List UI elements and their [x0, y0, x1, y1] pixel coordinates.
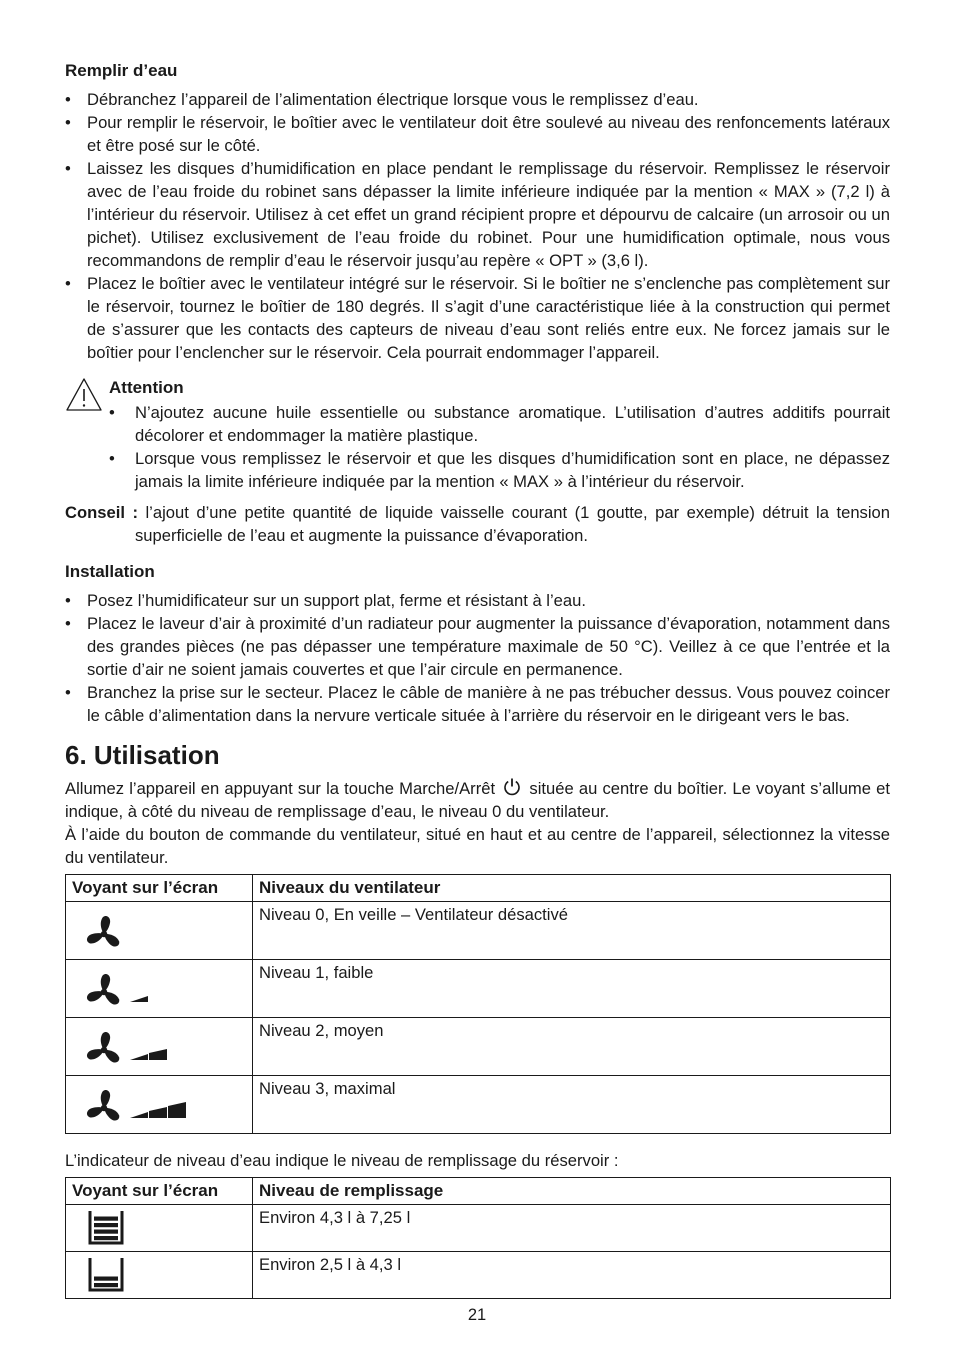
list-item: • Lorsque vous remplissez le réservoir et que les disques d’humidification sont en place, ne dépassez jamais la limite inférieure indiquée par la mention « MAX » à l’intérieur du réservoir.: [109, 447, 890, 493]
water-cell: [66, 1252, 253, 1299]
fan-icon: [72, 902, 202, 958]
water-bar: [94, 1217, 118, 1221]
speed-bar: [130, 996, 148, 1002]
water-level-icon: [72, 1252, 132, 1296]
table-header: Niveau de remplissage: [253, 1178, 891, 1205]
table-cell: Environ 2,5 l à 4,3 l: [253, 1252, 891, 1299]
fan-cell: [66, 960, 253, 1018]
speed-bar: [149, 1107, 167, 1118]
water-cell: [66, 1205, 253, 1252]
heading-utilisation: 6. Utilisation: [65, 740, 220, 770]
table-row: [66, 1205, 891, 1252]
list-item: • Branchez la prise sur le secteur. Placez le câble de manière à ne pas trébucher dessus. Vous pouvez coincer le câble d’alimentation dans la nervure verticale située à l’arrière du réservoir en le dirigeant vers le bas.: [65, 681, 890, 727]
table-cell: Niveau 0, En veille – Ventilateur désactivé: [253, 902, 891, 960]
fan-level-table: [65, 874, 891, 1134]
attention-list: [109, 401, 890, 493]
remplir-list: [65, 88, 890, 364]
fan-icon: [72, 960, 202, 1016]
utilisation-text-a: Allumez l’appareil en appuyant sur la touche Marche/Arrêt: [65, 779, 501, 798]
conseil-text: l’ajout d’une petite quantité de liquide vaisselle courant (1 goutte, par exemple) détruit la tension superficielle de l’eau et augmente la puissance d’évaporation.: [135, 503, 890, 545]
speed-bar: [149, 1049, 167, 1060]
table-row: [66, 960, 891, 1018]
conseil-label: Conseil :: [65, 503, 138, 522]
water-bar: [94, 1230, 118, 1234]
speed-bar: [130, 1054, 148, 1060]
attention-title: Attention: [109, 378, 184, 397]
table-row: [66, 902, 891, 960]
table-cell: Niveau 1, faible: [253, 960, 891, 1018]
utilisation-paragraph-1: [65, 777, 890, 823]
fan-icon: [72, 1076, 202, 1132]
table-row: [66, 1252, 891, 1299]
list-item: • Posez l’humidificateur sur un support plat, ferme et résistant à l’eau.: [65, 589, 890, 612]
table-header: Niveaux du ventilateur: [253, 875, 891, 902]
fan-cell: [66, 1018, 253, 1076]
speed-bar: [168, 1102, 186, 1118]
list-item: • Débranchez l’appareil de l’alimentation électrique lorsque vous le remplissez d’eau.: [65, 88, 890, 111]
section-remplir: [65, 60, 890, 364]
heading-remplir: Remplir d’eau: [65, 61, 178, 80]
conseil-paragraph: [65, 501, 890, 547]
water-bar: [94, 1236, 118, 1240]
list-item: • Placez le laveur d’air à proximité d’un radiateur pour augmenter la puissance d’évaporation, notamment dans des grandes pièces (ne pas dépasser une température maximale de 50 °C). Veillez à ce que l’entrée et la sortie d’air ne soient jamais couvertes et que l’air circule en permanence.: [65, 612, 890, 681]
list-item: • Laissez les disques d’humidification en place pendant le remplissage du réservoir. Remplissez le réservoir avec de l’eau froide du robinet sans dépasser la limite inférieure indiquée par la mention « MAX » (7,2 l) à l’intérieur du réservoir. Utilisez à cet effet un grand récipient propre et dépourvu de calcaire (un arrosoir ou un pichet). Utilisez exclusivement de l’eau froide du robinet. Pour une humidification optimale, nous vous recommandons de remplir d’eau le réservoir jusqu’au repère « OPT » (3,6 l).: [65, 157, 890, 272]
table-cell: Niveau 3, maximal: [253, 1076, 891, 1134]
table-row: [66, 1076, 891, 1134]
water-note: L’indicateur de niveau d’eau indique le niveau de remplissage du réservoir :: [65, 1151, 619, 1170]
warning-triangle-icon: [65, 377, 103, 413]
water-bar: [94, 1277, 118, 1281]
table-cell: Environ 4,3 l à 7,25 l: [253, 1205, 891, 1252]
water-level-table: [65, 1177, 891, 1299]
list-item: • N’ajoutez aucune huile essentielle ou substance aromatique. L’utilisation d’autres additifs pourrait décolorer et endommager la matière plastique.: [109, 401, 890, 447]
installation-list: [65, 589, 890, 727]
page-number: 21: [467, 1306, 487, 1324]
list-item: • Pour remplir le réservoir, le boîtier avec le ventilateur doit être soulevé au niveau des renfoncements latéraux et être posé sur le côté.: [65, 111, 890, 157]
water-level-icon: [72, 1205, 132, 1249]
table-row: [66, 1018, 891, 1076]
attention-block: [65, 377, 890, 493]
fan-icon: [72, 1018, 202, 1074]
list-item: • Placez le boîtier avec le ventilateur intégré sur le réservoir. Si le boîtier ne s’enclenche pas complètement sur le réservoir, tournez le boîtier de 180 degrés. Il s’agit d’une caractéristique liée à la construction qui permet de s’assurer que les contacts des capteurs de niveau d’eau sont reliés entre eux. Ne forcez jamais sur le boîtier pour l’enclencher sur le réservoir. Cela pourrait endommager l’appareil.: [65, 272, 890, 364]
table-header: Voyant sur l’écran: [66, 1178, 253, 1205]
page-content: [65, 60, 890, 1299]
water-bar: [94, 1223, 118, 1227]
utilisation-paragraph-2: À l’aide du bouton de commande du ventilateur, situé en haut et au centre de l’appareil, sélectionnez la vitesse du ventilateur.: [65, 825, 890, 867]
power-icon: [502, 777, 522, 797]
section-installation: [65, 561, 890, 727]
heading-installation: Installation: [65, 562, 155, 581]
speed-bar: [130, 1112, 148, 1118]
table-cell: Niveau 2, moyen: [253, 1018, 891, 1076]
water-bar: [94, 1283, 118, 1287]
table-header: Voyant sur l’écran: [66, 875, 253, 902]
utilisation-text-b: située au centre du boîtier. Le voyant s’allume et indique, à côté du niveau de remplissage d’eau, le niveau 0 du ventilateur.: [65, 779, 890, 821]
fan-cell: [66, 1076, 253, 1134]
fan-cell: [66, 902, 253, 960]
